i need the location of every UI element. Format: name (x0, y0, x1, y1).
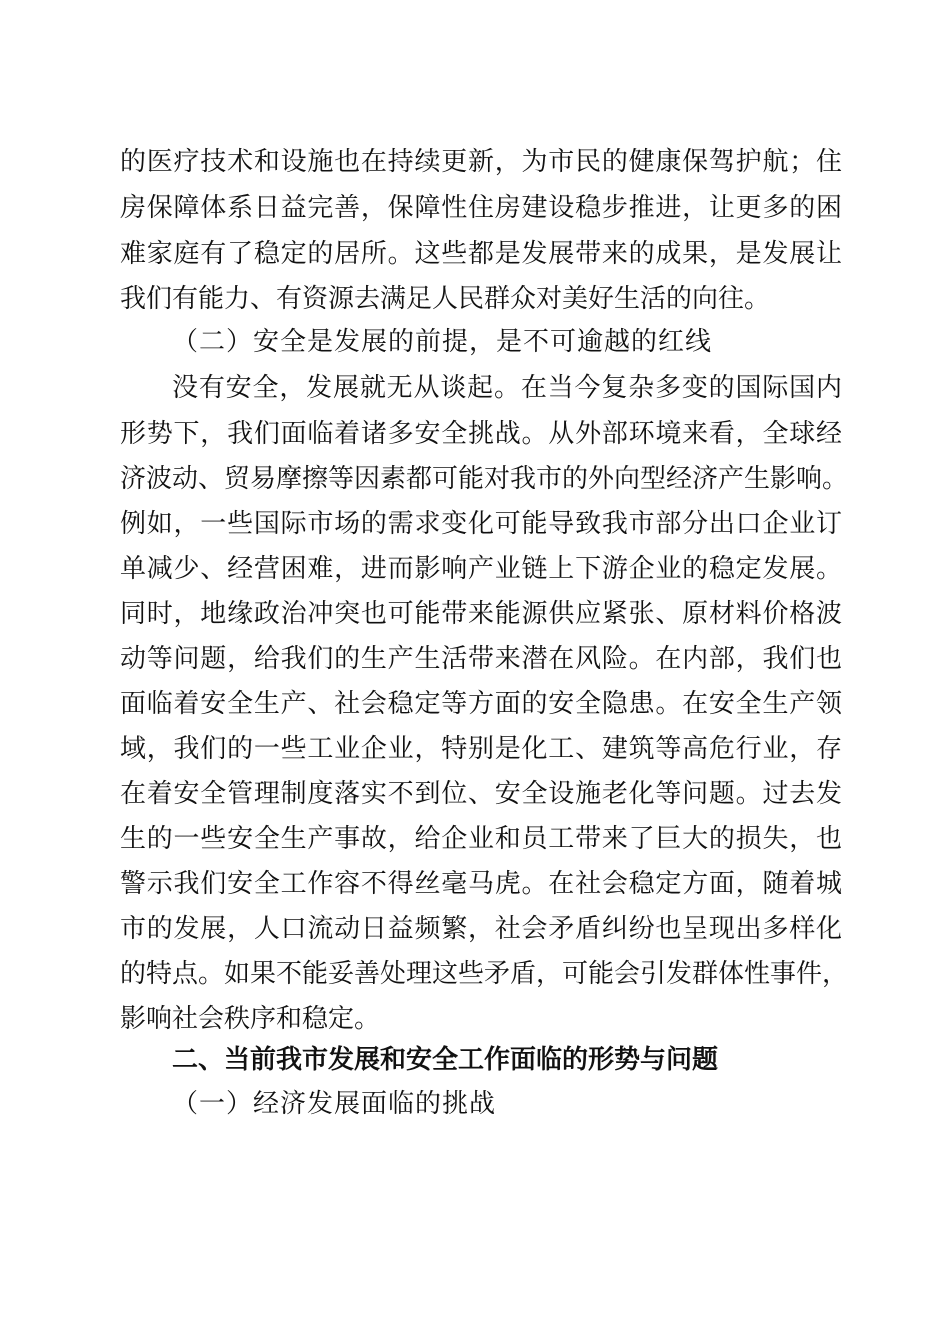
paragraph-line: 我们有能力、有资源去满足人民群众对美好生活的向往。 (120, 284, 771, 314)
paragraph-line: 形势下，我们面临着诸多安全挑战。从外部环境来看，全球经 (120, 419, 842, 449)
paragraph-line: 的特点。如果不能妥善处理这些矛盾，可能会引发群体性事件， (120, 959, 849, 989)
subheading: （二）安全是发展的前提，是不可逾越的红线 (172, 327, 713, 357)
paragraph-line: 例如，一些国际市场的需求变化可能导致我市部分出口企业订 (120, 509, 842, 539)
paragraph-line: 影响社会秩序和稳定。 (120, 1004, 381, 1034)
paragraph-line: 单减少、经营困难，进而影响产业链上下游企业的稳定发展。 (120, 554, 842, 584)
paragraph-line: 房保障体系日益完善，保障性住房建设稳步推进，让更多的困 (120, 193, 842, 223)
paragraph-line: 生的一些安全生产事故，给企业和员工带来了巨大的损失，也 (120, 824, 842, 854)
paragraph-line: 域，我们的一些工业企业，特别是化工、建筑等高危行业，存 (120, 734, 842, 764)
paragraph-line: 面临着安全生产、社会稳定等方面的安全隐患。在安全生产领 (120, 689, 842, 719)
paragraph-line: 没有安全，发展就无从谈起。在当今复杂多变的国际国内 (172, 373, 842, 403)
paragraph-line: 济波动、贸易摩擦等因素都可能对我市的外向型经济产生影响。 (120, 464, 849, 494)
paragraph-line: 在着安全管理制度落实不到位、安全设施老化等问题。过去发 (120, 779, 842, 809)
paragraph-line: 动等问题，给我们的生产生活带来潜在风险。在内部，我们也 (120, 644, 842, 674)
section-heading: 二、当前我市发展和安全工作面临的形势与问题 (172, 1045, 719, 1075)
paragraph-line: 警示我们安全工作容不得丝毫马虎。在社会稳定方面，随着城 (120, 869, 842, 899)
paragraph-line: 市的发展，人口流动日益频繁，社会矛盾纠纷也呈现出多样化 (120, 914, 842, 944)
paragraph-line: 难家庭有了稳定的居所。这些都是发展带来的成果，是发展让 (120, 239, 842, 269)
paragraph-line: 的医疗技术和设施也在持续更新，为市民的健康保驾护航；住 (120, 147, 842, 177)
paragraph-line: 同时，地缘政治冲突也可能带来能源供应紧张、原材料价格波 (120, 599, 842, 629)
subheading: （一）经济发展面临的挑战 (172, 1089, 497, 1119)
